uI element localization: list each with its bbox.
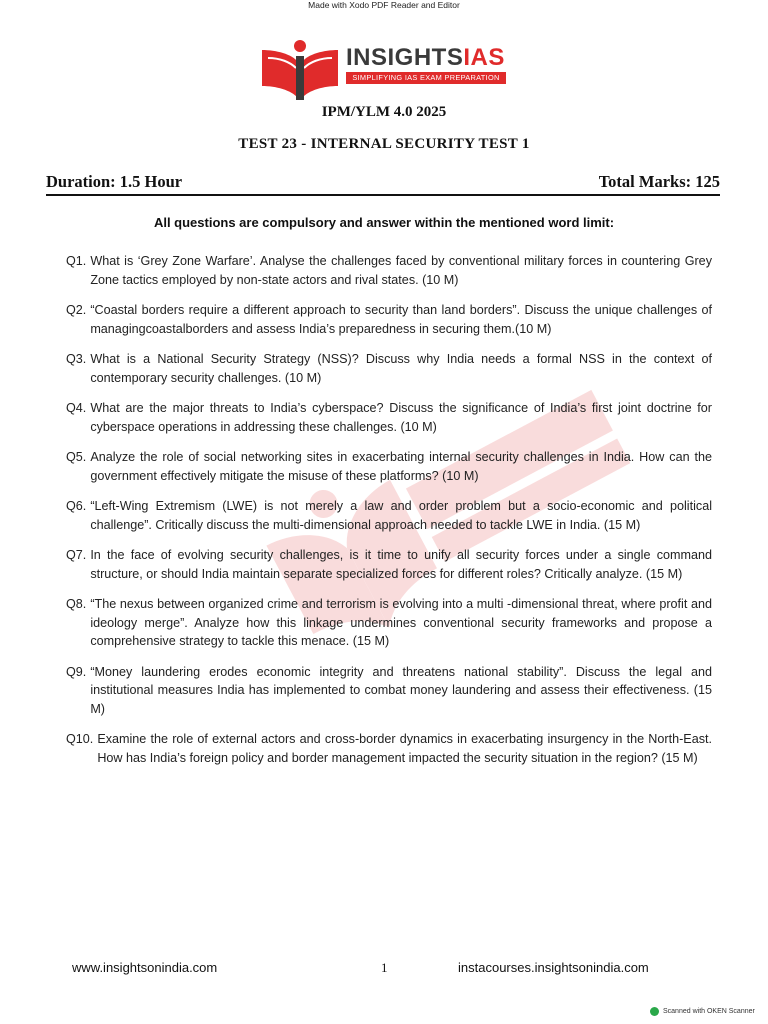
question-text: What is ‘Grey Zone Warfare’. Analyse the challenges faced by conventional military forces in countering Grey Zone tactics employed by non-state actors and rival states. (10 M) xyxy=(90,254,712,287)
question-number: Q2. xyxy=(66,303,87,317)
question-text: “Money laundering erodes economic integrity and threatens national stability”. Discuss the legal and institutional measures India has implemented to combat money laundering and assess their effectiveness. (15 M) xyxy=(90,664,712,716)
question-item xyxy=(66,497,712,534)
question-item xyxy=(66,301,712,338)
question-text: In the face of evolving security challenges, is it time to unify all security forces under a single command structure, or should India maintain separate specialized forces for different roles? Critically analyze. (15 M) xyxy=(90,548,712,581)
duration-label: Duration: 1.5 Hour xyxy=(46,172,183,191)
question-item xyxy=(66,350,712,387)
page-number: 1 xyxy=(381,960,388,975)
question-text: “Left-Wing Extremism (LWE) is not merely a law and order problem but a socio-economic and political challenge”. Critically discuss the multi-dimensional approach needed to tackle LWE in India. (15 M) xyxy=(90,499,712,532)
question-text: Examine the role of external actors and cross-border dynamics in exacerbating insurgency in the North-East. How has India’s foreign policy and border management impacted the security situation in the region? (15 M) xyxy=(97,732,712,765)
program-title: IPM/YLM 4.0 2025 xyxy=(321,104,447,120)
question-number: Q1. xyxy=(66,254,87,268)
brand-name xyxy=(346,44,505,72)
question-number: Q8. xyxy=(66,597,87,611)
brand-name-part1: INSIGHTS xyxy=(346,44,464,71)
question-number: Q6. xyxy=(66,499,87,513)
question-number: Q5. xyxy=(66,450,87,464)
book-with-person-logo-icon xyxy=(258,36,342,104)
instruction-text: All questions are compulsory and answer within the mentioned word limit: xyxy=(153,215,615,230)
question-item xyxy=(66,448,712,485)
test-title: TEST 23 - INTERNAL SECURITY TEST 1 xyxy=(238,136,530,152)
total-marks-label: Total Marks: 125 xyxy=(598,172,720,191)
brand-tagline: SIMPLIFYING IAS EXAM PREPARATION xyxy=(346,72,506,84)
question-number: Q7. xyxy=(66,548,87,562)
test-meta-row xyxy=(46,170,720,196)
question-item xyxy=(66,663,712,719)
footer-website-link[interactable]: www.insightsonindia.com xyxy=(72,960,218,975)
question-number: Q4. xyxy=(66,401,87,415)
question-item xyxy=(66,252,712,289)
question-number: Q3. xyxy=(66,352,87,366)
made-with-banner: Made with Xodo PDF Reader and Editor xyxy=(308,0,460,10)
question-item xyxy=(66,730,712,767)
scanner-label: Scanned with OKEN Scanner xyxy=(663,1008,755,1015)
question-item xyxy=(66,399,712,436)
question-number: Q10. xyxy=(66,732,94,746)
scanner-watermark xyxy=(650,1007,755,1016)
question-list xyxy=(66,252,712,779)
question-text: “Coastal borders require a different approach to security than land borders”. Discuss the unique challenges of managingcoastalborders and assess India’s preparedness in securing them.(10 M) xyxy=(90,303,712,336)
question-text: Analyze the role of social networking sites in exacerbating internal security challenges in India. How can the government effectively mitigate the misuse of these platforms? (10 M) xyxy=(90,450,712,483)
question-number: Q9. xyxy=(66,664,87,679)
question-text: What are the major threats to India’s cyberspace? Discuss the significance of India’s first joint doctrine for cyberspace operations in addressing these challenges. (10 M) xyxy=(90,401,712,434)
question-text: “The nexus between organized crime and terrorism is evolving into a multi -dimensional threat, where profit and ideology merge”. Analyze how this linkage undermines conventional security frameworks and propose a comprehensive strategy to tackle this menace. (15 M) xyxy=(90,597,712,648)
brand-name-part2: IAS xyxy=(463,44,505,71)
scanner-dot-icon xyxy=(650,1007,659,1016)
footer-courses-link[interactable]: instacourses.insightsonindia.com xyxy=(458,960,649,975)
question-item xyxy=(66,595,712,651)
question-text: What is a National Security Strategy (NSS)? Discuss why India needs a formal NSS in the context of contemporary security challenges. (10 M) xyxy=(90,352,712,385)
question-item xyxy=(66,546,712,583)
brand-logo xyxy=(258,36,518,104)
